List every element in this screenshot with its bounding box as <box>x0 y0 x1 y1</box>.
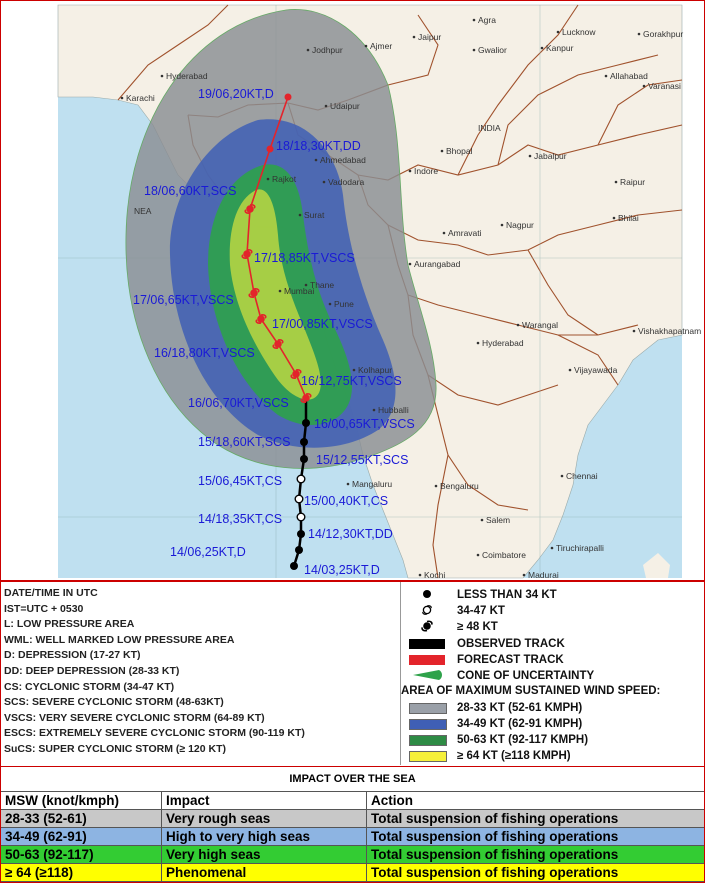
city-dot <box>477 554 480 557</box>
track-point-label: 15/00,40KT,CS <box>304 494 389 508</box>
impact-cell: Very high seas <box>162 846 367 864</box>
track-point-label: 17/06,65KT,VSCS <box>133 293 234 307</box>
city-label: Varanasi <box>648 81 681 91</box>
city-dot <box>529 155 532 158</box>
city-label: Nagpur <box>506 220 534 230</box>
city-dot <box>409 263 412 266</box>
track-point-label: 18/06,60KT,SCS <box>144 184 237 198</box>
impact-over-sea-panel <box>0 766 705 883</box>
city-label: Salem <box>486 515 511 525</box>
track-point-label: 17/00,85KT,VSCS <box>272 317 373 331</box>
filled-cyclone-icon <box>409 620 445 632</box>
city-label: Aurangabad <box>414 259 461 269</box>
track-point-label: 14/18,35KT,CS <box>198 512 283 526</box>
city-dot <box>267 178 270 181</box>
track-point-label: 15/06,45KT,CS <box>198 474 283 488</box>
track-point-open-cyclone-icon <box>297 513 305 521</box>
legend-label: 34-49 KT (62-91 KMPH) <box>457 718 583 730</box>
track-point-dot <box>300 455 308 463</box>
city-label: Indore <box>414 166 439 176</box>
msw-cell: ≥ 64 (≥118) <box>1 864 162 882</box>
city-label: Kochi <box>424 570 446 580</box>
city-dot <box>121 97 124 100</box>
city-dot <box>299 214 302 217</box>
msw-cell: 34-49 (62-91) <box>1 828 162 846</box>
city-label: Jabalpur <box>534 151 567 161</box>
impact-header-row <box>1 792 705 810</box>
legend-label: ≥ 64 KT (≥118 KMPH) <box>457 750 571 762</box>
region-label-nea: NEA <box>134 206 152 216</box>
track-point-dot <box>285 94 292 101</box>
city-label: Bhilai <box>618 213 639 223</box>
city-dot <box>561 475 564 478</box>
forecast-track-swatch <box>409 655 445 665</box>
city-label: Jodhpur <box>312 45 343 55</box>
legend-definition-line: DD: DEEP DEPRESSION (28-33 KT) <box>4 664 180 677</box>
city-dot <box>477 342 480 345</box>
legend-definition-line: CS: CYCLONIC STORM (34-47 KT) <box>4 680 175 693</box>
region-label-india: INDIA <box>478 123 501 133</box>
track-point-dot <box>267 146 274 153</box>
legend-definition-line: L: LOW PRESSURE AREA <box>4 618 135 631</box>
header-action: Action <box>367 792 705 810</box>
city-dot <box>569 369 572 372</box>
impact-row <box>1 810 705 828</box>
legend-label: FORECAST TRACK <box>457 654 564 666</box>
legend-label: LESS THAN 34 KT <box>457 589 557 601</box>
track-point-open-cyclone-icon <box>295 495 303 503</box>
city-dot <box>279 290 282 293</box>
city-label: Gwalior <box>478 45 507 55</box>
legend-symbols <box>400 582 704 765</box>
legend-definition-line: VSCS: VERY SEVERE CYCLONIC STORM (64-89 KT) <box>4 711 265 724</box>
city-label: Ajmer <box>370 41 393 51</box>
city-dot <box>419 574 422 577</box>
cone-icon <box>409 669 445 681</box>
city-label: Karachi <box>126 93 155 103</box>
city-dot <box>517 324 520 327</box>
legend-definition-line: IST=UTC + 0530 <box>4 602 84 615</box>
city-label: Amravati <box>448 228 482 238</box>
city-dot <box>551 547 554 550</box>
track-point-label: 14/06,25KT,D <box>170 545 246 559</box>
city-dot <box>413 36 416 39</box>
impact-row <box>1 864 705 882</box>
city-dot <box>605 75 608 78</box>
city-dot <box>325 105 328 108</box>
city-label: Gorakhpur <box>643 29 684 39</box>
city-label: Chennai <box>566 471 598 481</box>
track-point-label: 15/12,55KT,SCS <box>316 453 409 467</box>
track-point-dot <box>297 530 305 538</box>
city-label: Jaipur <box>418 32 442 42</box>
track-point-dot <box>302 419 310 427</box>
city-label: Hubballi <box>378 405 409 415</box>
city-label: Allahabad <box>610 71 648 81</box>
city-label: Agra <box>478 15 496 25</box>
impact-row <box>1 828 705 846</box>
legend-label: OBSERVED TRACK <box>457 638 565 650</box>
action-cell: Total suspension of fishing operations <box>367 864 705 882</box>
city-dot <box>441 150 444 153</box>
city-label: Mangaluru <box>352 479 393 489</box>
city-dot <box>323 181 326 184</box>
track-point-dot <box>295 546 303 554</box>
legend-definition-line: D: DEPRESSION (17-27 KT) <box>4 649 141 662</box>
city-dot <box>501 224 504 227</box>
city-dot <box>615 181 618 184</box>
city-dot <box>473 49 476 52</box>
dot-icon <box>409 588 445 600</box>
legend-definition-line: ESCS: EXTREMELY SEVERE CYCLONIC STORM (90-119 KT) <box>4 727 305 740</box>
city-dot <box>161 75 164 78</box>
impact-cell: Phenomenal <box>162 864 367 882</box>
header-impact: Impact <box>162 792 367 810</box>
track-point-label: 17/18,85KT,VSCS <box>254 251 355 265</box>
track-point-label: 15/18,60KT,SCS <box>198 435 291 449</box>
legend-area-title <box>401 684 660 698</box>
city-dot <box>643 85 646 88</box>
track-point-dot <box>300 438 308 446</box>
track-point-label: 16/12,75KT,VSCS <box>301 374 402 388</box>
legend-definitions <box>4 586 396 758</box>
city-dot <box>523 574 526 577</box>
legend-definition-line: SuCS: SUPER CYCLONIC STORM (≥ 120 KT) <box>4 742 227 755</box>
city-label: Bengaluru <box>440 481 479 491</box>
impact-table <box>0 791 705 882</box>
city-label: Tiruchirapalli <box>556 543 604 553</box>
city-label: Lucknow <box>562 27 596 37</box>
city-dot <box>557 31 560 34</box>
city-dot <box>373 409 376 412</box>
city-label: Surat <box>304 210 325 220</box>
track-point-label: 16/18,80KT,VSCS <box>154 346 255 360</box>
city-dot <box>443 232 446 235</box>
area-swatch-28-33 <box>409 703 447 714</box>
cyclone-track-map <box>58 5 702 580</box>
city-label: Raipur <box>620 177 646 187</box>
city-label: Kanpur <box>546 43 574 53</box>
city-dot <box>315 159 318 162</box>
area-title-text: AREA OF MAXIMUM SUSTAINED WIND SPEED: <box>401 685 661 697</box>
track-point-label: 18/18,30KT,DD <box>276 139 361 153</box>
city-dot <box>613 217 616 220</box>
city-dot <box>347 483 350 486</box>
track-point-label: 16/06,70KT,VSCS <box>188 396 289 410</box>
city-dot <box>541 47 544 50</box>
city-dot <box>353 369 356 372</box>
city-label: Ahmedabad <box>320 155 366 165</box>
legend-label: ≥ 48 KT <box>457 621 498 633</box>
impact-cell: Very rough seas <box>162 810 367 828</box>
city-label: Coimbatore <box>482 550 526 560</box>
area-swatch-34-49 <box>409 719 447 730</box>
city-label: Pune <box>334 299 354 309</box>
legend-panel <box>0 580 705 765</box>
city-label: Thane <box>310 280 335 290</box>
city-label: Warangal <box>522 320 559 330</box>
city-dot <box>365 45 368 48</box>
legend-label: CONE OF UNCERTAINTY <box>457 670 595 682</box>
track-point-label: 19/06,20KT,D <box>198 87 274 101</box>
observed-track-swatch <box>409 639 445 649</box>
city-label: Bhopal <box>446 146 473 156</box>
impact-cell: High to very high seas <box>162 828 367 846</box>
track-point-label: 14/12,30KT,DD <box>308 527 393 541</box>
track-point-open-cyclone-icon <box>297 475 305 483</box>
legend-definition-line: SCS: SEVERE CYCLONIC STORM (48-63KT) <box>4 696 224 709</box>
area-swatch-50-63 <box>409 735 447 746</box>
city-dot <box>307 49 310 52</box>
msw-cell: 50-63 (92-117) <box>1 846 162 864</box>
city-dot <box>329 303 332 306</box>
msw-cell: 28-33 (52-61) <box>1 810 162 828</box>
city-label: Madurai <box>528 570 559 580</box>
track-point-dot <box>290 562 298 570</box>
legend-definition-line: DATE/TIME IN UTC <box>4 587 98 599</box>
city-label: Hyderabad <box>166 71 208 81</box>
city-label: Vijayawada <box>574 365 618 375</box>
city-label: Rajkot <box>272 174 297 184</box>
track-point-label: 16/00,65KT,VSCS <box>314 417 415 431</box>
legend-label: 34-47 KT <box>457 605 505 617</box>
city-label: Udaipur <box>330 101 360 111</box>
city-label: Vishakhapatnam <box>638 326 702 336</box>
legend-definition-line: WML: WELL MARKED LOW PRESSURE AREA <box>4 633 235 646</box>
action-cell: Total suspension of fishing operations <box>367 828 705 846</box>
city-dot <box>481 519 484 522</box>
city-dot <box>473 19 476 22</box>
city-dot <box>409 170 412 173</box>
city-label: Kolhapur <box>358 365 393 375</box>
city-dot <box>633 330 636 333</box>
action-cell: Total suspension of fishing operations <box>367 810 705 828</box>
track-point-label: 14/03,25KT,D <box>304 563 380 577</box>
city-label: Hyderabad <box>482 338 524 348</box>
impact-row <box>1 846 705 864</box>
city-label: Mumbai <box>284 286 315 296</box>
city-dot <box>638 33 641 36</box>
header-msw: MSW (knot/kmph) <box>1 792 162 810</box>
action-cell: Total suspension of fishing operations <box>367 846 705 864</box>
legend-label: 50-63 KT (92-117 KMPH) <box>457 734 589 746</box>
city-dot <box>435 485 438 488</box>
area-swatch-64-plus <box>409 751 447 762</box>
city-label: Vadodara <box>328 177 365 187</box>
impact-title: IMPACT OVER THE SEA <box>289 773 416 785</box>
legend-label: 28-33 KT (52-61 KMPH) <box>457 702 583 714</box>
open-cyclone-icon <box>409 604 445 616</box>
